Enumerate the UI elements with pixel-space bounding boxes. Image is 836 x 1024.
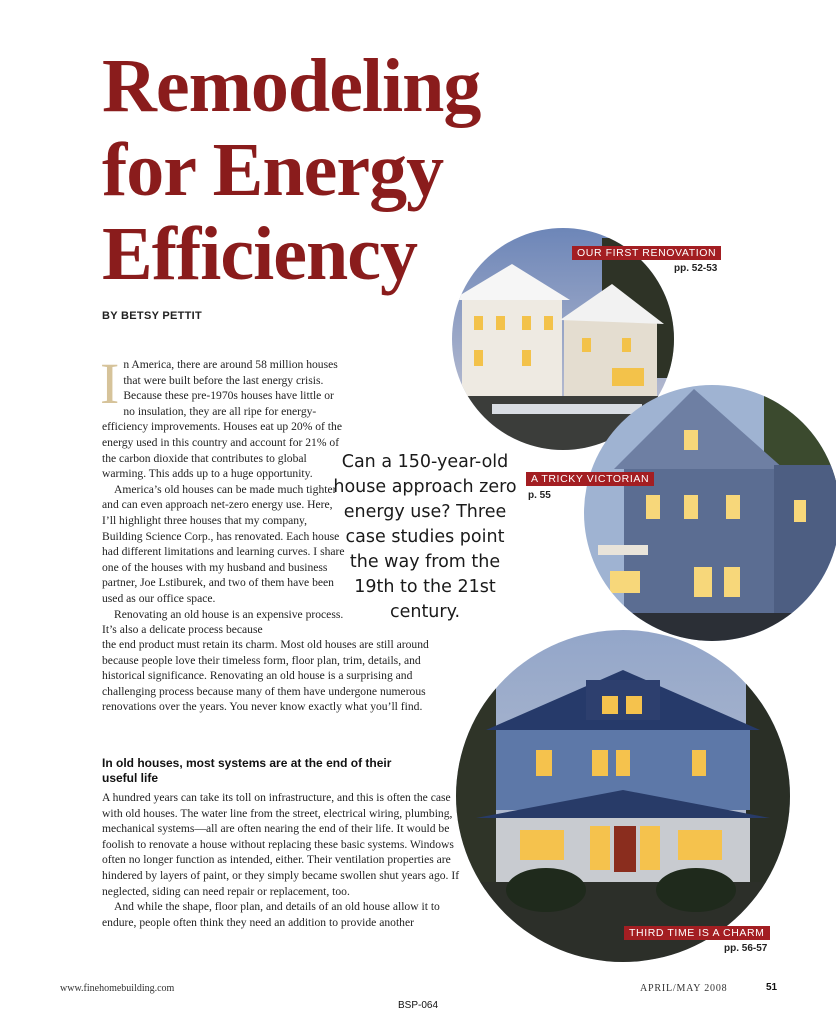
tag-third-time-charm: THIRD TIME IS A CHARM [624, 926, 770, 940]
body-section-2 [102, 790, 474, 930]
section-heading: In old houses, most systems are at the end of their useful life [102, 756, 392, 785]
footer-website: www.finehomebuilding.com [60, 983, 175, 994]
paragraph-4: A hundred years can take its toll on infrastructure, and this is often the case with old houses. The water line from the street, electrical wiring, plumbing, mechanical systems—all are often nearing the end of their life. It would be foolish to renovate a house without replacing these basic systems. Windows often no longer function as intended, either. Their ventilation properties are hindered by layers of paint, or they simply became swollen shut years ago. If neglected, siding can need repair or replacement, too. [102, 791, 460, 898]
body-column-narrow [100, 351, 347, 638]
footer-document-code: BSP-064 [398, 1000, 439, 1011]
byline: BY BETSY PETTIT [102, 310, 203, 322]
pull-quote: Can a 150-year-old house approach zero energy use? Three case studies point the way from the 19th to the 21st century. [333, 452, 517, 622]
paragraph-2: America’s old houses can be made much tighter and can even approach net-zero energy use. Here, I’ll highlight three houses that my company, Building Science Corp., has renovated. Each house had different limitations and learning curves. I share one of the houses with my husband and business partner, Joe Lstiburek, and two of them have been used as our office space. [102, 482, 345, 605]
drop-cap: I [100, 351, 120, 416]
photo-tricky-victorian [584, 385, 836, 641]
paragraph-intro [100, 351, 347, 482]
pages-tricky-victorian: p. 55 [528, 490, 551, 501]
body-continuation [102, 637, 462, 715]
title-line-3: Efficiency [102, 212, 418, 296]
paragraph-intro-text: n America, there are around 58 million houses that were built before the last energy crisis. Because these pre-1970s houses have little or no insulation, they are all ripe for energy-efficiency improvements. Houses eat up 20% of the energy used in this country and account for 21% of the carbon dioxide that contributes to global warming. This adds up to a huge opportunity. [102, 358, 342, 481]
paragraph-5: And while the shape, floor plan, and details of an old house allow it to endure, people often think they need an addition to provide another [102, 900, 440, 929]
pages-third-time-charm: pp. 56-57 [724, 943, 768, 954]
footer-page-number: 51 [766, 982, 778, 993]
paragraph-3: Renovating an old house is an expensive process. It’s also a delicate process because [102, 607, 344, 637]
photo-third-time-charm [456, 630, 790, 962]
pages-first-renovation: pp. 52-53 [674, 263, 718, 274]
tag-tricky-victorian: A TRICKY VICTORIAN [526, 472, 654, 486]
title-line-1: Remodeling [102, 44, 481, 128]
footer-issue-date: APRIL/MAY 2008 [640, 983, 728, 994]
tag-first-renovation: OUR FIRST RENOVATION [572, 246, 721, 260]
title-line-2: for Energy [102, 128, 444, 212]
paragraph-3-continued: the end product must retain its charm. Most old houses are still around because people love their timeless form, floor plan, trim, details, and historical significance. Renovating an old house is a surprising and challenging process because many of them have undergone numerous renovations over the years. You never know exactly what you’ll find. [102, 638, 429, 714]
